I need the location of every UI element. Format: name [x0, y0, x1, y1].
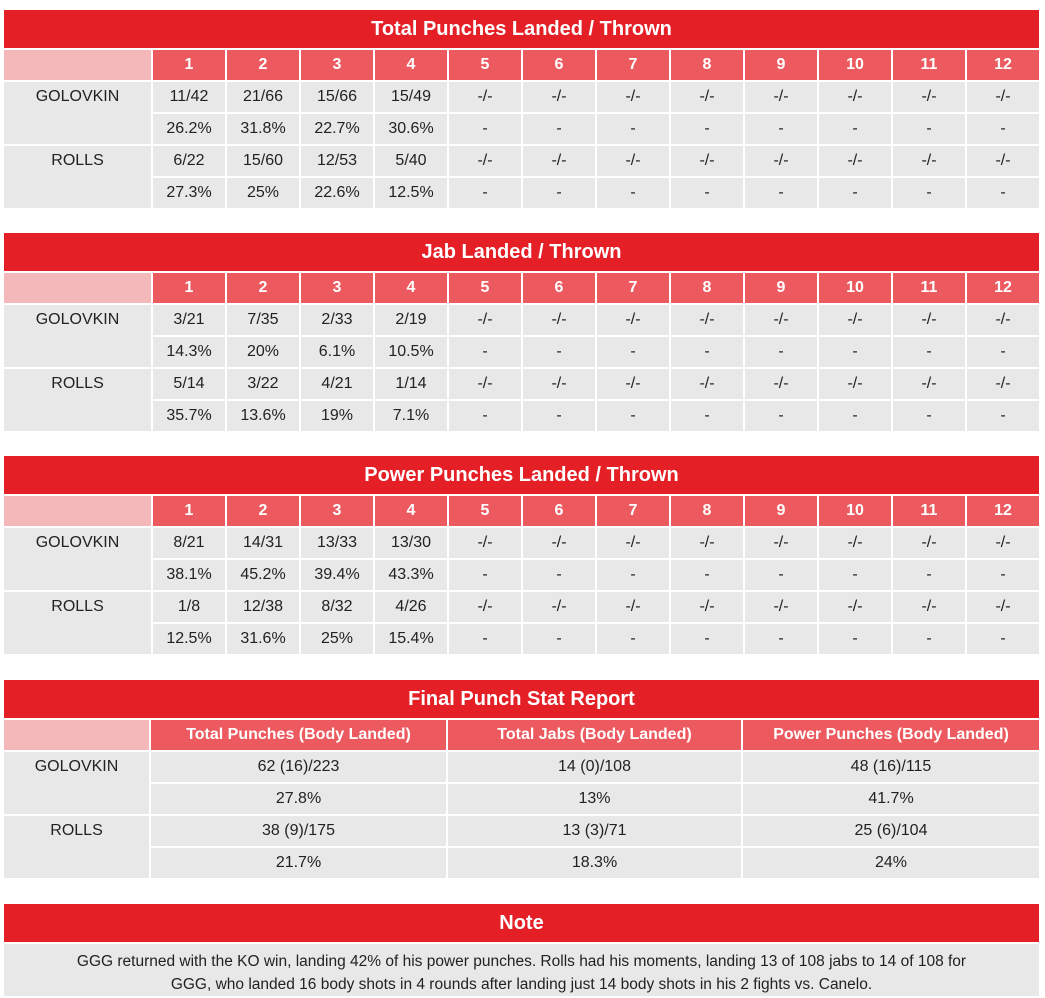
percentage-cell: -	[819, 560, 891, 590]
round-header: 12	[967, 273, 1039, 303]
percentage-cell: -	[671, 114, 743, 144]
landed-thrown-cell: -/-	[893, 305, 965, 335]
landed-thrown-cell: -/-	[597, 305, 669, 335]
landed-thrown-cell: -/-	[597, 528, 669, 558]
percentage-cell: 43.3%	[375, 560, 447, 590]
landed-thrown-cell: -/-	[523, 592, 595, 622]
landed-thrown-cell: -/-	[893, 592, 965, 622]
percentage-cell: 20%	[227, 337, 299, 367]
round-header: 8	[671, 273, 743, 303]
percentage-cell: -	[819, 624, 891, 654]
percentage-cell: 22.6%	[301, 178, 373, 208]
landed-thrown-cell: -/-	[523, 528, 595, 558]
landed-thrown-cell: -/-	[819, 592, 891, 622]
landed-thrown-cell: -/-	[449, 592, 521, 622]
round-stats-grid	[4, 496, 1039, 654]
percentage-cell: -	[671, 560, 743, 590]
landed-thrown-cell: 12/38	[227, 592, 299, 622]
round-header: 10	[819, 50, 891, 80]
round-header: 11	[893, 496, 965, 526]
round-header: 4	[375, 50, 447, 80]
fighter-name: ROLLS	[4, 592, 151, 654]
percentage-cell: -	[967, 624, 1039, 654]
percentage-cell: 25%	[227, 178, 299, 208]
fighter-name: GOLOVKIN	[4, 82, 151, 144]
landed-thrown-cell: -/-	[671, 305, 743, 335]
final-report-section	[4, 680, 1039, 878]
percentage-cell: -	[523, 178, 595, 208]
percentage-cell: -	[523, 337, 595, 367]
round-header: 9	[745, 50, 817, 80]
header-blank-cell	[4, 50, 151, 80]
landed-thrown-cell: -/-	[449, 82, 521, 112]
percentage-cell: 38.1%	[153, 560, 225, 590]
landed-thrown-cell: -/-	[745, 305, 817, 335]
percentage-cell: -	[449, 560, 521, 590]
round-header: 2	[227, 273, 299, 303]
landed-thrown-cell: 1/14	[375, 369, 447, 399]
percentage-cell: -	[967, 401, 1039, 431]
landed-thrown-cell: -/-	[745, 146, 817, 176]
landed-thrown-cell: 15/60	[227, 146, 299, 176]
landed-thrown-cell: 3/21	[153, 305, 225, 335]
landed-thrown-cell: -/-	[893, 528, 965, 558]
percentage-cell: -	[449, 624, 521, 654]
jab-section	[4, 233, 1039, 431]
percentage-cell: -	[893, 401, 965, 431]
section-title: Power Punches Landed / Thrown	[4, 456, 1039, 494]
final-percentage-cell: 41.7%	[743, 784, 1039, 814]
percentage-cell: -	[671, 624, 743, 654]
percentage-cell: 27.3%	[153, 178, 225, 208]
fighter-name: GOLOVKIN	[4, 752, 149, 814]
header-blank-cell	[4, 273, 151, 303]
round-header: 11	[893, 50, 965, 80]
percentage-cell: 31.8%	[227, 114, 299, 144]
landed-thrown-cell: 5/14	[153, 369, 225, 399]
landed-thrown-cell: 3/22	[227, 369, 299, 399]
percentage-cell: 19%	[301, 401, 373, 431]
percentage-cell: -	[893, 178, 965, 208]
landed-thrown-cell: -/-	[671, 369, 743, 399]
percentage-cell: -	[597, 178, 669, 208]
round-header: 7	[597, 50, 669, 80]
landed-thrown-cell: -/-	[745, 528, 817, 558]
note-text	[4, 944, 1039, 996]
note-section	[4, 904, 1039, 996]
percentage-cell: 7.1%	[375, 401, 447, 431]
percentage-cell: -	[819, 401, 891, 431]
fighter-name: ROLLS	[4, 816, 149, 878]
percentage-cell: -	[967, 337, 1039, 367]
landed-thrown-cell: -/-	[671, 82, 743, 112]
percentage-cell: -	[745, 337, 817, 367]
round-header: 8	[671, 50, 743, 80]
fighter-name: ROLLS	[4, 369, 151, 431]
percentage-cell: -	[745, 114, 817, 144]
round-header: 2	[227, 496, 299, 526]
percentage-cell: -	[597, 624, 669, 654]
percentage-cell: 30.6%	[375, 114, 447, 144]
landed-thrown-cell: -/-	[523, 82, 595, 112]
percentage-cell: 35.7%	[153, 401, 225, 431]
percentage-cell: -	[597, 114, 669, 144]
landed-thrown-cell: 5/40	[375, 146, 447, 176]
landed-thrown-cell: -/-	[819, 369, 891, 399]
section-title: Jab Landed / Thrown	[4, 233, 1039, 271]
power-punches-section	[4, 456, 1039, 654]
landed-thrown-cell: 13/30	[375, 528, 447, 558]
landed-thrown-cell: -/-	[967, 146, 1039, 176]
landed-thrown-cell: 7/35	[227, 305, 299, 335]
landed-thrown-cell: -/-	[671, 592, 743, 622]
landed-thrown-cell: -/-	[523, 305, 595, 335]
round-header: 3	[301, 50, 373, 80]
landed-thrown-cell: 21/66	[227, 82, 299, 112]
landed-thrown-cell: -/-	[523, 146, 595, 176]
fighter-name: GOLOVKIN	[4, 305, 151, 367]
percentage-cell: -	[449, 178, 521, 208]
round-header: 3	[301, 273, 373, 303]
landed-thrown-cell: -/-	[893, 369, 965, 399]
fighter-name: GOLOVKIN	[4, 528, 151, 590]
percentage-cell: 45.2%	[227, 560, 299, 590]
percentage-cell: -	[893, 624, 965, 654]
landed-thrown-cell: -/-	[819, 305, 891, 335]
landed-thrown-cell: -/-	[745, 82, 817, 112]
landed-thrown-cell: 14/31	[227, 528, 299, 558]
landed-thrown-cell: 2/19	[375, 305, 447, 335]
landed-thrown-cell: -/-	[819, 82, 891, 112]
round-header: 1	[153, 273, 225, 303]
round-header: 5	[449, 273, 521, 303]
final-percentage-cell: 18.3%	[448, 848, 741, 878]
landed-thrown-cell: 1/8	[153, 592, 225, 622]
round-header: 7	[597, 496, 669, 526]
final-percentage-cell: 13%	[448, 784, 741, 814]
round-header: 9	[745, 273, 817, 303]
round-header: 9	[745, 496, 817, 526]
percentage-cell: -	[819, 114, 891, 144]
final-percentage-cell: 24%	[743, 848, 1039, 878]
round-header: 1	[153, 50, 225, 80]
landed-thrown-cell: -/-	[967, 369, 1039, 399]
landed-thrown-cell: -/-	[819, 528, 891, 558]
final-percentage-cell: 21.7%	[151, 848, 446, 878]
final-value-cell: 25 (6)/104	[743, 816, 1039, 846]
final-value-cell: 14 (0)/108	[448, 752, 741, 782]
percentage-cell: -	[671, 337, 743, 367]
landed-thrown-cell: -/-	[671, 146, 743, 176]
round-header: 5	[449, 496, 521, 526]
round-header: 8	[671, 496, 743, 526]
landed-thrown-cell: -/-	[449, 146, 521, 176]
landed-thrown-cell: -/-	[967, 82, 1039, 112]
header-blank-cell	[4, 720, 149, 750]
round-header: 4	[375, 496, 447, 526]
percentage-cell: -	[597, 560, 669, 590]
percentage-cell: -	[523, 401, 595, 431]
landed-thrown-cell: 12/53	[301, 146, 373, 176]
percentage-cell: -	[745, 560, 817, 590]
note-title: Note	[4, 904, 1039, 942]
landed-thrown-cell: 8/21	[153, 528, 225, 558]
landed-thrown-cell: -/-	[597, 369, 669, 399]
round-stats-grid	[4, 273, 1039, 431]
landed-thrown-cell: -/-	[597, 146, 669, 176]
landed-thrown-cell: 15/49	[375, 82, 447, 112]
header-blank-cell	[4, 496, 151, 526]
percentage-cell: -	[745, 178, 817, 208]
landed-thrown-cell: -/-	[967, 592, 1039, 622]
landed-thrown-cell: -/-	[597, 82, 669, 112]
percentage-cell: -	[967, 114, 1039, 144]
landed-thrown-cell: -/-	[671, 528, 743, 558]
round-stats-grid	[4, 50, 1039, 208]
round-header: 6	[523, 50, 595, 80]
percentage-cell: 6.1%	[301, 337, 373, 367]
percentage-cell: -	[745, 401, 817, 431]
percentage-cell: 12.5%	[153, 624, 225, 654]
note-line-1: GGG returned with the KO win, landing 42% of his power punches. Rolls had his moments, landing 13 of 108 jabs to 14 of 108 for	[76, 953, 967, 970]
section-title: Total Punches Landed / Thrown	[4, 10, 1039, 48]
fighter-name: ROLLS	[4, 146, 151, 208]
round-header: 12	[967, 50, 1039, 80]
percentage-cell: -	[523, 114, 595, 144]
percentage-cell: -	[523, 624, 595, 654]
percentage-cell: -	[671, 401, 743, 431]
round-header: 1	[153, 496, 225, 526]
percentage-cell: -	[597, 337, 669, 367]
percentage-cell: -	[671, 178, 743, 208]
percentage-cell: -	[819, 178, 891, 208]
round-header: 5	[449, 50, 521, 80]
percentage-cell: 26.2%	[153, 114, 225, 144]
round-header: 10	[819, 273, 891, 303]
percentage-cell: -	[893, 114, 965, 144]
percentage-cell: 14.3%	[153, 337, 225, 367]
final-column-header: Total Jabs (Body Landed)	[448, 720, 741, 750]
landed-thrown-cell: 8/32	[301, 592, 373, 622]
percentage-cell: 12.5%	[375, 178, 447, 208]
final-value-cell: 62 (16)/223	[151, 752, 446, 782]
landed-thrown-cell: -/-	[449, 305, 521, 335]
landed-thrown-cell: 15/66	[301, 82, 373, 112]
final-column-header: Power Punches (Body Landed)	[743, 720, 1039, 750]
percentage-cell: 15.4%	[375, 624, 447, 654]
percentage-cell: 25%	[301, 624, 373, 654]
percentage-cell: -	[449, 114, 521, 144]
round-header: 12	[967, 496, 1039, 526]
round-header: 11	[893, 273, 965, 303]
note-line-2: GGG, who landed 16 body shots in 4 rounds after landing just 14 body shots in his 2 fights vs. Canelo.	[170, 976, 873, 993]
landed-thrown-cell: -/-	[893, 146, 965, 176]
final-value-cell: 48 (16)/115	[743, 752, 1039, 782]
round-header: 7	[597, 273, 669, 303]
section-title: Final Punch Stat Report	[4, 680, 1039, 718]
percentage-cell: 22.7%	[301, 114, 373, 144]
percentage-cell: -	[449, 401, 521, 431]
round-header: 6	[523, 273, 595, 303]
percentage-cell: 31.6%	[227, 624, 299, 654]
landed-thrown-cell: -/-	[745, 592, 817, 622]
percentage-cell: -	[745, 624, 817, 654]
landed-thrown-cell: -/-	[597, 592, 669, 622]
landed-thrown-cell: -/-	[893, 82, 965, 112]
landed-thrown-cell: -/-	[449, 369, 521, 399]
final-value-cell: 13 (3)/71	[448, 816, 741, 846]
percentage-cell: -	[893, 337, 965, 367]
percentage-cell: -	[597, 401, 669, 431]
percentage-cell: -	[819, 337, 891, 367]
landed-thrown-cell: 13/33	[301, 528, 373, 558]
percentage-cell: 39.4%	[301, 560, 373, 590]
round-header: 6	[523, 496, 595, 526]
percentage-cell: 10.5%	[375, 337, 447, 367]
landed-thrown-cell: 6/22	[153, 146, 225, 176]
percentage-cell: -	[523, 560, 595, 590]
landed-thrown-cell: -/-	[449, 528, 521, 558]
final-value-cell: 38 (9)/175	[151, 816, 446, 846]
percentage-cell: 13.6%	[227, 401, 299, 431]
percentage-cell: -	[893, 560, 965, 590]
percentage-cell: -	[967, 560, 1039, 590]
round-header: 2	[227, 50, 299, 80]
landed-thrown-cell: -/-	[967, 528, 1039, 558]
landed-thrown-cell: 4/26	[375, 592, 447, 622]
final-stats-grid	[4, 720, 1039, 878]
round-header: 10	[819, 496, 891, 526]
total-punches-section	[4, 10, 1039, 208]
landed-thrown-cell: -/-	[967, 305, 1039, 335]
percentage-cell: -	[967, 178, 1039, 208]
landed-thrown-cell: -/-	[745, 369, 817, 399]
round-header: 3	[301, 496, 373, 526]
landed-thrown-cell: 2/33	[301, 305, 373, 335]
final-column-header: Total Punches (Body Landed)	[151, 720, 446, 750]
round-header: 4	[375, 273, 447, 303]
landed-thrown-cell: 11/42	[153, 82, 225, 112]
landed-thrown-cell: 4/21	[301, 369, 373, 399]
landed-thrown-cell: -/-	[523, 369, 595, 399]
landed-thrown-cell: -/-	[819, 146, 891, 176]
final-percentage-cell: 27.8%	[151, 784, 446, 814]
percentage-cell: -	[449, 337, 521, 367]
